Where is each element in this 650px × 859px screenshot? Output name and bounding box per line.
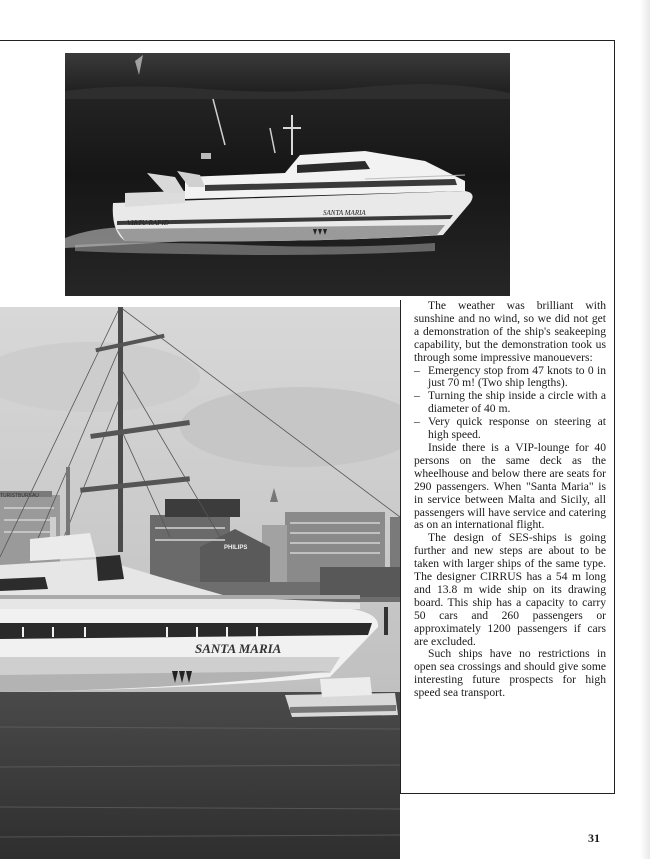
- manoeuvre-item: – Turning the ship inside a circle with a diameter of 40 m.: [414, 390, 606, 416]
- manoeuvre-item: – Emergency stop from 47 knots to 0 in just 70 m! (Two ship lengths).: [414, 365, 606, 391]
- intro-paragraph: The weather was brilliant with sunshine and no wind, so we did not get a demonstration of the ship's seakeeping capability, but the demonstration took us through some impressive manouevers:: [414, 299, 606, 364]
- manoeuvre-list: [414, 365, 606, 442]
- closing-paragraph: Such ships have no restrictions in open sea crossings and should give some interesting future prospects for high speed sea transport.: [414, 647, 606, 700]
- top-ship-photo: [65, 53, 510, 296]
- philips-building-sign: PHILIPS: [224, 545, 248, 551]
- bottom-frame-rule: [400, 793, 615, 794]
- top-frame-rule: [0, 40, 615, 41]
- ses-design-paragraph: The design of SES-ships is going further and new steps are about to be taken with larger ships of the same type. The designer CIRRUS has a 54 m long and 13.8 m wide ship on its drawing board. This ship has a capacity to carry 50 cars and 260 passengers or approximately 1200 passengers if cars are excluded.: [414, 531, 606, 648]
- page-edge-shadow: [640, 0, 650, 859]
- harbour-hull-lettering: SANTA MARIA: [195, 641, 282, 656]
- vip-lounge-paragraph: Inside there is a VIP-lounge for 40 persons on the same deck as the wheelhouse and below there are seats for 290 passengers. When "Santa Maria" is in service between Malta and Sicily, all passengers will have service and catering as on an international flight.: [414, 440, 606, 532]
- rooftop-sign: TURISTBUREAU: [0, 493, 39, 499]
- harbour-ship-photo: [0, 307, 400, 859]
- manoeuvre-item: – Very quick response on steering at high speed.: [414, 416, 606, 442]
- top-hull-lettering-left: VIRTU RAPID: [127, 219, 169, 227]
- article-text-column: [414, 300, 606, 700]
- page-number: 31: [588, 831, 600, 845]
- right-frame-rule: [614, 40, 615, 793]
- top-hull-lettering-right: SANTA MARIA: [323, 209, 366, 217]
- column-divider-rule: [400, 300, 401, 793]
